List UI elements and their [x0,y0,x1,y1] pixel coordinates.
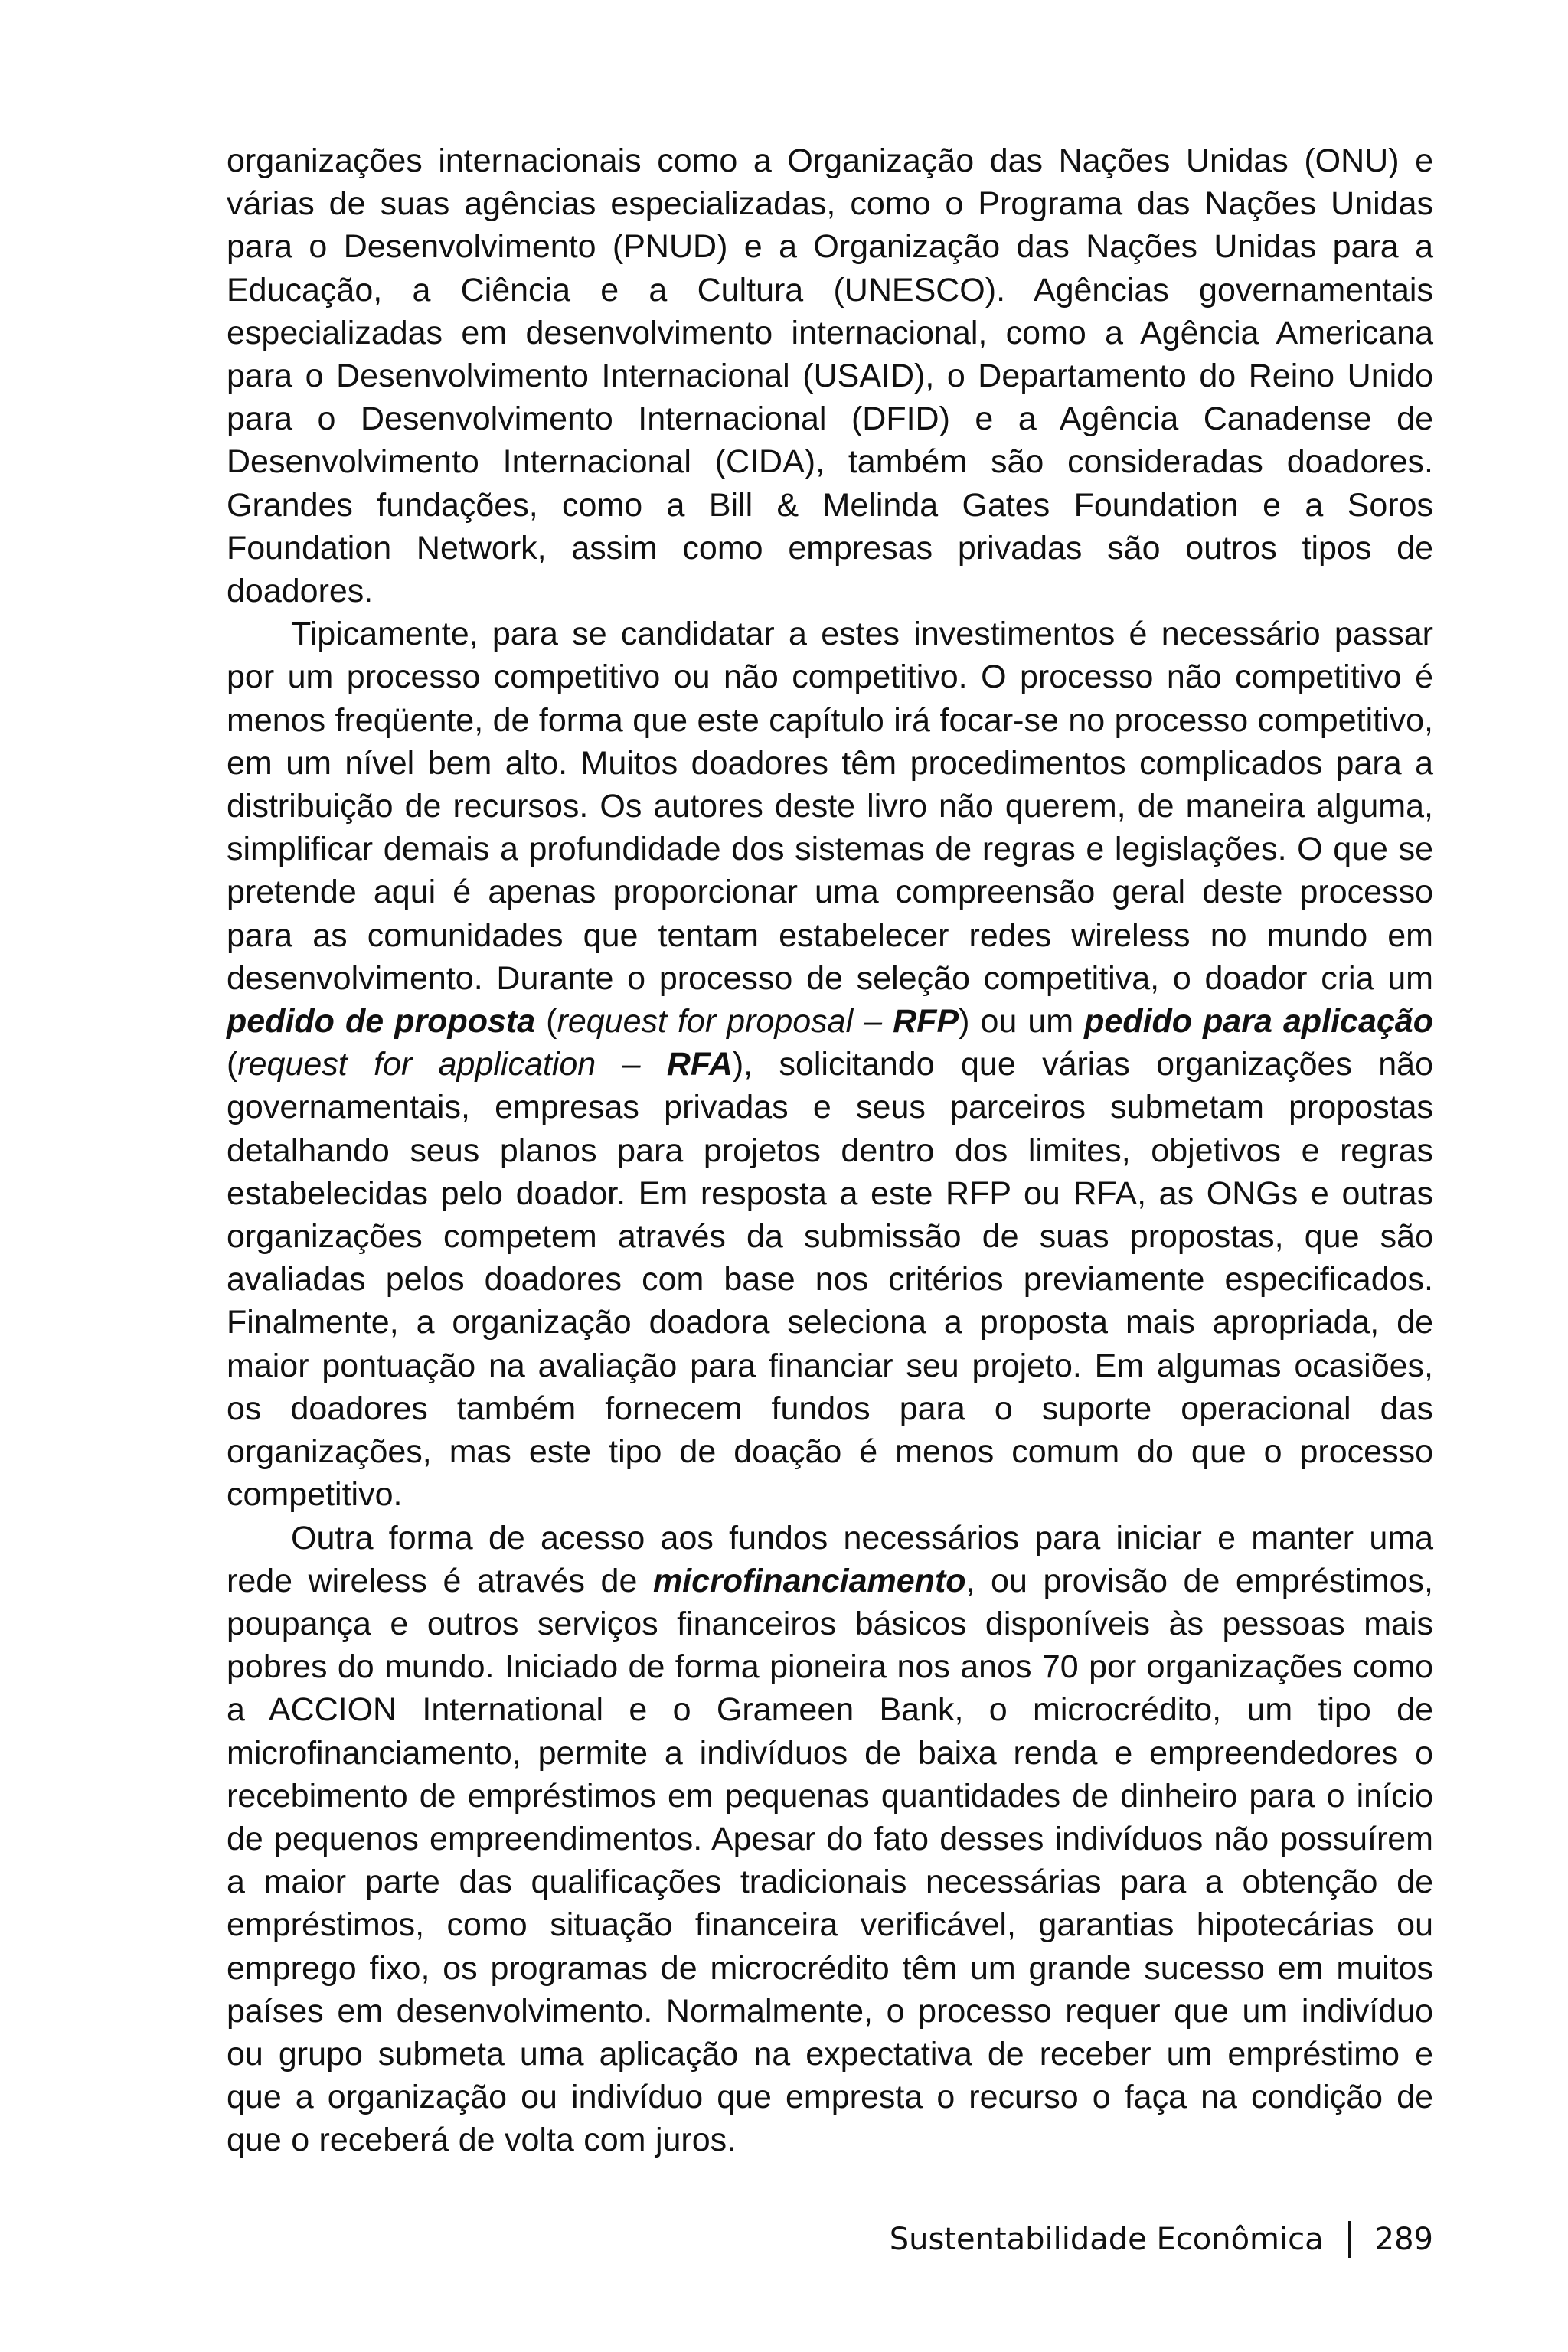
text-run: ( [535,1003,557,1040]
text-run: organizações internacionais como a Organização das Nações Unidas (ONU) e várias de suas agências especializadas, como o Programa das Nações Unidas para o Desenvolvimento (PNUD) e a Organização das Nações Unidas para a Educação, a Ciência e a Cultura (UNESCO). Agências governamentais especializadas em desenvolvimento internacional, como a Agência Americana para o Desenvolvimento Internacional (USAID), o Departamento do Reino Unido para o Desenvolvimento Internacional (DFID) e a Agência Canadense de Desenvolvimento Internacional (CIDA), também são consideradas doadores. Grandes fundações, como a Bill & Melinda Gates Foundation e a Soros Foundation Network, assim como empresas privadas são outros tipos de doadores. [227,142,1433,610]
page-footer [890,2216,1433,2262]
text-run: ( [227,1046,238,1083]
acronym-term: RFP [893,1003,959,1040]
paragraph-2 [227,612,1433,1516]
text-run: ), solicitando que várias organizações não governamentais, empresas privadas e seus parceiros submetam propostas detalhando seus planos para projetos dentro dos limites, objetivos e regras estabelecidas pelo doador. Em resposta a este RFP ou RFA, as ONGs e outras organizações competem através da submissão de suas propostas, que são avaliadas pelos doadores com base nos critérios previamente especificados. Finalmente, a organização doadora seleciona a proposta mais apropriada, de maior pontuação na avaliação para financiar seu projeto. Em algumas ocasiões, os doadores também fornecem fundos para o suporte operacional das organizações, mas este tipo de doação é menos comum do que o processo competitivo. [227,1046,1433,1514]
footer-separator [1348,2221,1351,2258]
text-run: ) ou um [959,1003,1085,1040]
acronym-term: RFA [666,1046,733,1083]
text-run: Tipicamente, para se candidatar a estes investimentos é necessário passar por um processo competitivo ou não competitivo. O processo não competitivo é menos freqüente, de forma que este capítulo irá focar-se no processo competitivo, em um nível bem alto. Muitos doadores têm procedimentos complicados para a distribuição de recursos. Os autores deste livro não querem, de maneira alguma, simplificar demais a profundidade dos sistemas de regras e legislações. O que se pretende aqui é apenas proporcionar uma compreensão geral deste processo para as comunidades que tentam estabelecer redes wireless no mundo em desenvolvimento. Durante o processo de seleção competitiva, o doador cria um [227,616,1433,997]
page-number: 289 [1374,2222,1433,2257]
emphasis-term: pedido para aplicação [1084,1003,1433,1040]
emphasis-term: microfinanciamento [652,1562,966,1599]
english-term: request for proposal – [557,1003,893,1040]
english-term: request for application – [237,1046,667,1083]
paragraph-3 [227,1517,1433,2162]
chapter-title: Sustentabilidade Econômica [889,2222,1324,2257]
text-run: Outra forma de acesso aos fundos necessários para iniciar e manter uma rede wireless é através de [227,1519,1433,1599]
emphasis-term: pedido de proposta [227,1003,536,1040]
page-body [227,139,1433,2162]
paragraph-1 [227,139,1433,612]
text-run: , ou provisão de empréstimos, poupança e outros serviços financeiros básicos disponíveis às pessoas mais pobres do mundo. Iniciado de forma pioneira nos anos 70 por organizações como a ACCION International e o Grameen Bank, o microcrédito, um tipo de microfinanciamento, permite a indivíduos de baixa renda e empreendedores o recebimento de empréstimos em pequenas quantidades de dinheiro para o início de pequenos empreendimentos. Apesar do fato desses indivíduos não possuírem a maior parte das qualificações tradicionais necessárias para a obtenção de empréstimos, como situação financeira verificável, garantias hipotecárias ou emprego fixo, os programas de microcrédito têm um grande sucesso em muitos países em desenvolvimento. Normalmente, o processo requer que um indivíduo ou grupo submeta uma aplicação na expectativa de receber um empréstimo e que a organização ou indivíduo que empresta o recurso o faça na condição de que o receberá de volta com juros. [227,1562,1433,2159]
